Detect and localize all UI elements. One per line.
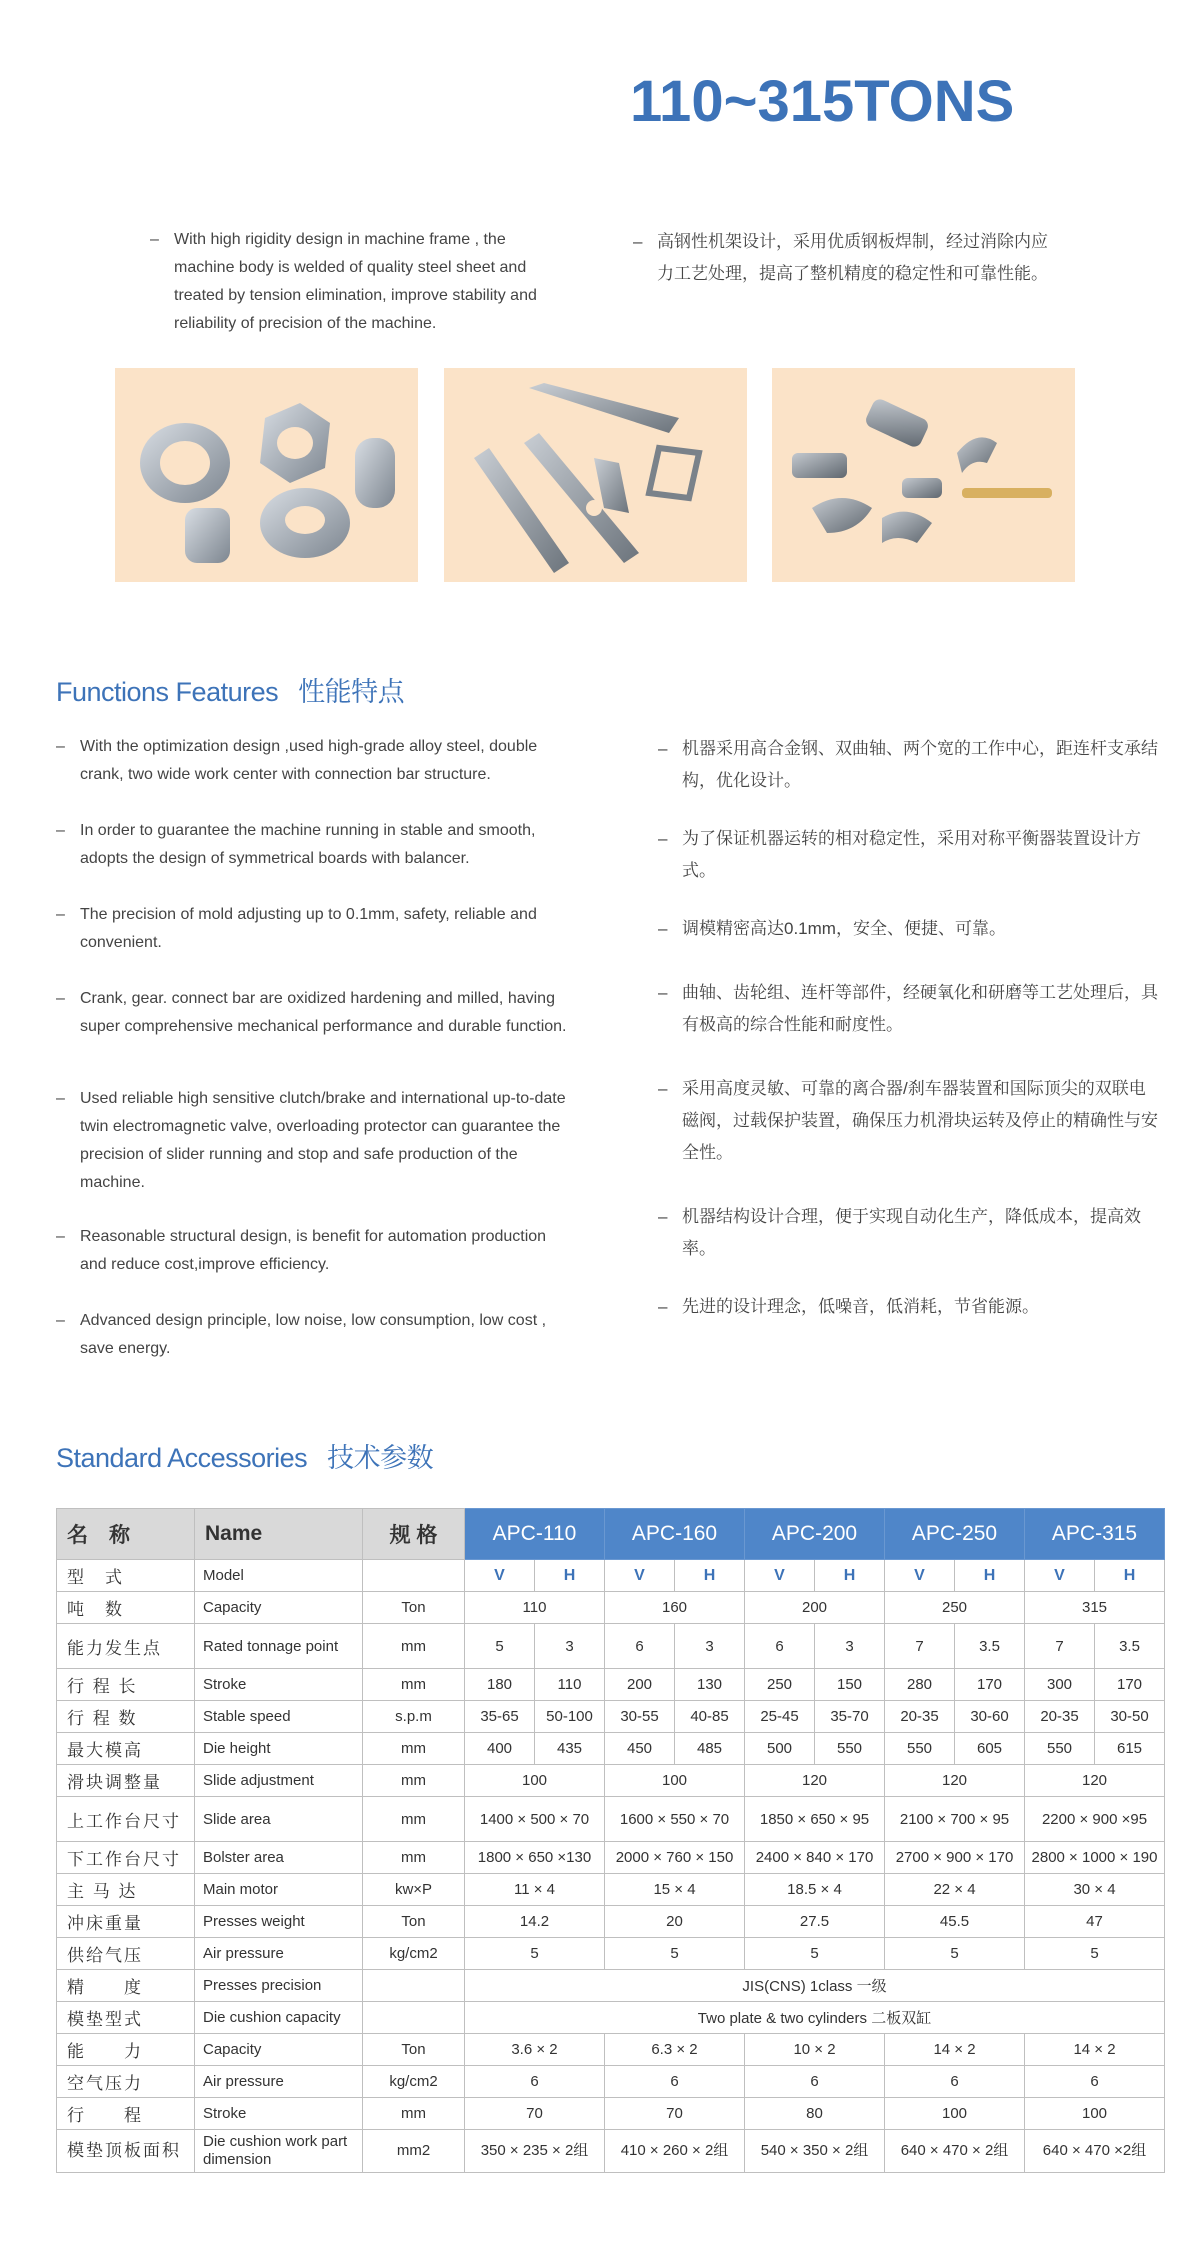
- row-label-cn: 能 力: [57, 2034, 195, 2066]
- table-cell: 7: [1025, 1624, 1095, 1669]
- table-cell: 110: [535, 1669, 605, 1701]
- row-label-en: Air pressure: [195, 2066, 363, 2098]
- row-label-en: Capacity: [195, 1592, 363, 1624]
- table-row: [57, 1624, 1165, 1669]
- functions-title-en: Functions Features: [56, 677, 279, 707]
- table-cell: 435: [535, 1733, 605, 1765]
- table-cell: 10 × 2: [745, 2034, 885, 2066]
- table-cell: 450: [605, 1733, 675, 1765]
- table-row: [57, 2130, 1165, 2173]
- row-label-cn: 冲床重量: [57, 1906, 195, 1938]
- row-unit: [363, 1970, 465, 2002]
- table-cell: 120: [885, 1765, 1025, 1797]
- table-cell: 1800 × 650 ×130: [465, 1842, 605, 1874]
- table-cell: 640 × 470 ×2组: [1025, 2130, 1165, 2173]
- table-cell: 6.3 × 2: [605, 2034, 745, 2066]
- header-name-en: Name: [195, 1509, 363, 1560]
- table-row: [57, 1970, 1165, 2002]
- table-cell: 2200 × 900 ×95: [1025, 1797, 1165, 1842]
- table-cell: 7: [885, 1624, 955, 1669]
- motor-core-parts-photo: [115, 368, 418, 582]
- table-cell: 5: [605, 1938, 745, 1970]
- table-cell: H: [675, 1560, 745, 1592]
- table-cell: 120: [745, 1765, 885, 1797]
- table-cell: 20-35: [1025, 1701, 1095, 1733]
- row-unit: mm: [363, 1624, 465, 1669]
- table-row: [57, 2098, 1165, 2130]
- table-cell: 170: [1095, 1669, 1165, 1701]
- table-row: [57, 1797, 1165, 1842]
- row-label-en: Rated tonnage point: [195, 1624, 363, 1669]
- table-cell: 200: [745, 1592, 885, 1624]
- row-label-en: Die height: [195, 1733, 363, 1765]
- row-label-en: Capacity: [195, 2034, 363, 2066]
- row-unit: mm: [363, 1842, 465, 1874]
- row-label-cn: 最大模高: [57, 1733, 195, 1765]
- table-cell: 350 × 235 × 2组: [465, 2130, 605, 2173]
- table-cell: 3.6 × 2: [465, 2034, 605, 2066]
- table-cell: 315: [1025, 1592, 1165, 1624]
- table-cell: 20-35: [885, 1701, 955, 1733]
- table-cell: 200: [605, 1669, 675, 1701]
- feature-cn-item: – 机器结构设计合理，便于实现自动化生产，降低成本，提高效率。: [658, 1201, 1158, 1291]
- table-cell: 6: [605, 2066, 745, 2098]
- table-cell: 640 × 470 × 2组: [885, 2130, 1025, 2173]
- feature-en-item: – Reasonable structural design, is benefit for automation production and reduce cost,improve efficiency.: [56, 1223, 576, 1307]
- intro-chinese: [633, 226, 1053, 290]
- table-cell: 30-50: [1095, 1701, 1165, 1733]
- table-cell: V: [605, 1560, 675, 1592]
- row-label-cn: 行 程 数: [57, 1701, 195, 1733]
- table-cell: 18.5 × 4: [745, 1874, 885, 1906]
- row-label-en: Presses precision: [195, 1970, 363, 2002]
- table-cell: 100: [885, 2098, 1025, 2130]
- row-label-en: Main motor: [195, 1874, 363, 1906]
- table-cell: 6: [885, 2066, 1025, 2098]
- table-cell: 3.5: [955, 1624, 1025, 1669]
- table-cell: 6: [465, 2066, 605, 2098]
- table-cell: 1400 × 500 × 70: [465, 1797, 605, 1842]
- feature-en-item: – The precision of mold adjusting up to 0.1mm, safety, reliable and convenient.: [56, 901, 576, 985]
- table-cell: H: [815, 1560, 885, 1592]
- table-cell: 6: [605, 1624, 675, 1669]
- table-cell: 47: [1025, 1906, 1165, 1938]
- table-cell: V: [885, 1560, 955, 1592]
- table-row: [57, 1592, 1165, 1624]
- table-cell: 3: [675, 1624, 745, 1669]
- table-cell: 280: [885, 1669, 955, 1701]
- table-cell: 5: [465, 1938, 605, 1970]
- table-row: [57, 1701, 1165, 1733]
- table-cell: 1600 × 550 × 70: [605, 1797, 745, 1842]
- row-unit: mm2: [363, 2130, 465, 2173]
- features-english-list: [56, 733, 576, 1367]
- row-label-cn: 模垫顶板面积: [57, 2130, 195, 2173]
- table-row: [57, 1765, 1165, 1797]
- table-cell: 22 × 4: [885, 1874, 1025, 1906]
- table-cell: 150: [815, 1669, 885, 1701]
- table-cell: 110: [465, 1592, 605, 1624]
- table-cell: V: [465, 1560, 535, 1592]
- table-cell: 6: [745, 1624, 815, 1669]
- row-label-cn: 模垫型式: [57, 2002, 195, 2034]
- table-cell: V: [745, 1560, 815, 1592]
- header-model-apc-110: APC-110: [465, 1509, 605, 1560]
- row-unit: mm: [363, 1765, 465, 1797]
- table-cell: 3: [535, 1624, 605, 1669]
- table-cell: 550: [815, 1733, 885, 1765]
- row-label-cn: 滑块调整量: [57, 1765, 195, 1797]
- row-label-en: Stroke: [195, 2098, 363, 2130]
- table-cell: 5: [1025, 1938, 1165, 1970]
- row-label-cn: 吨 数: [57, 1592, 195, 1624]
- header-model-apc-160: APC-160: [605, 1509, 745, 1560]
- row-unit: [363, 1560, 465, 1592]
- table-cell: 14 × 2: [1025, 2034, 1165, 2066]
- table-cell: 27.5: [745, 1906, 885, 1938]
- table-cell: 605: [955, 1733, 1025, 1765]
- table-cell: V: [1025, 1560, 1095, 1592]
- table-cell: 2400 × 840 × 170: [745, 1842, 885, 1874]
- feature-cn-item: – 为了保证机器运转的相对稳定性，采用对称平衡器装置设计方式。: [658, 823, 1158, 913]
- table-cell: 400: [465, 1733, 535, 1765]
- table-cell: JIS(CNS) 1class 一级: [465, 1970, 1165, 2002]
- table-cell: 15 × 4: [605, 1874, 745, 1906]
- header-model-apc-200: APC-200: [745, 1509, 885, 1560]
- table-cell: 6: [745, 2066, 885, 2098]
- row-unit: mm: [363, 1797, 465, 1842]
- table-cell: 3.5: [1095, 1624, 1165, 1669]
- table-cell: 50-100: [535, 1701, 605, 1733]
- table-cell: H: [1095, 1560, 1165, 1592]
- row-label-cn: 空气压力: [57, 2066, 195, 2098]
- table-cell: 250: [745, 1669, 815, 1701]
- table-cell: 35-65: [465, 1701, 535, 1733]
- table-cell: 250: [885, 1592, 1025, 1624]
- intro-english-item: – With high rigidity design in machine frame , the machine body is welded of quality steel sheet and treated by tension elimination, improve stability and reliability of precision of the machine.: [150, 226, 570, 338]
- row-label-cn: 能力发生点: [57, 1624, 195, 1669]
- table-row: [57, 1733, 1165, 1765]
- table-row: [57, 1938, 1165, 1970]
- row-label-en: Presses weight: [195, 1906, 363, 1938]
- table-cell: 550: [885, 1733, 955, 1765]
- table-cell: 80: [745, 2098, 885, 2130]
- row-label-en: Air pressure: [195, 1938, 363, 1970]
- feature-cn-item: – 机器采用高合金钢、双曲轴、两个宽的工作中心，距连杆支承结构，优化设计。: [658, 733, 1158, 823]
- row-label-cn: 行 程 长: [57, 1669, 195, 1701]
- stamped-plates-image: [444, 368, 747, 582]
- table-cell: 2000 × 760 × 150: [605, 1842, 745, 1874]
- table-cell: 170: [955, 1669, 1025, 1701]
- feature-cn-item: – 采用高度灵敏、可靠的离合器/刹车器装置和国际顶尖的双联电磁阀，过载保护装置，确保压力机滑块运转及停止的精确性与安全性。: [658, 1073, 1158, 1201]
- row-unit: mm: [363, 1669, 465, 1701]
- feature-cn-item: – 调模精密高达0.1mm，安全、便捷、可靠。: [658, 913, 1158, 977]
- feature-en-item: – Crank, gear. connect bar are oxidized hardening and milled, having super comprehensive mechanical performance and durable function.: [56, 985, 576, 1085]
- row-label-cn: 主 马 达: [57, 1874, 195, 1906]
- row-label-en: Stroke: [195, 1669, 363, 1701]
- row-label-en: Stable speed: [195, 1701, 363, 1733]
- table-row: [57, 1874, 1165, 1906]
- table-cell: 14.2: [465, 1906, 605, 1938]
- stamped-plates-photo: [444, 368, 747, 582]
- standard-accessories-heading: [56, 1436, 433, 1475]
- table-row: [57, 1669, 1165, 1701]
- row-label-cn: 供给气压: [57, 1938, 195, 1970]
- feature-en-item: – In order to guarantee the machine running in stable and smooth, adopts the design of symmetrical boards with balancer.: [56, 817, 576, 901]
- table-cell: 14 × 2: [885, 2034, 1025, 2066]
- table-cell: H: [535, 1560, 605, 1592]
- accessories-title-en: Standard Accessories: [56, 1443, 308, 1473]
- table-cell: 35-70: [815, 1701, 885, 1733]
- table-cell: 130: [675, 1669, 745, 1701]
- table-cell: 300: [1025, 1669, 1095, 1701]
- table-cell: 40-85: [675, 1701, 745, 1733]
- table-cell: 100: [605, 1765, 745, 1797]
- row-unit: Ton: [363, 1592, 465, 1624]
- motor-core-parts-image: [115, 368, 418, 582]
- row-unit: Ton: [363, 1906, 465, 1938]
- row-unit: kg/cm2: [363, 2066, 465, 2098]
- feature-en-item: – Used reliable high sensitive clutch/brake and international up-to-date twin electromagnetic valve, overloading protector can guarantee the precision of slider running and stop and safe production of the machine.: [56, 1085, 576, 1223]
- table-cell: 30 × 4: [1025, 1874, 1165, 1906]
- row-label-cn: 上工作台尺寸: [57, 1797, 195, 1842]
- row-label-en: Slide area: [195, 1797, 363, 1842]
- functions-title-cn: 性能特点: [298, 677, 405, 707]
- table-cell: 70: [465, 2098, 605, 2130]
- table-cell: 180: [465, 1669, 535, 1701]
- features-chinese-list: [658, 733, 1158, 1331]
- intro-chinese-item: – 高钢性机架设计，采用优质钢板焊制，经过消除内应力工艺处理，提高了整机精度的稳定性和可靠性能。: [633, 226, 1053, 290]
- table-cell: H: [955, 1560, 1025, 1592]
- table-cell: 5: [885, 1938, 1025, 1970]
- feature-en-item: – With the optimization design ,used high-grade alloy steel, double crank, two wide work center with connection bar structure.: [56, 733, 576, 817]
- feature-cn-item: – 曲轴、齿轮组、连杆等部件，经硬氧化和研磨等工艺处理后，具有极高的综合性能和耐度性。: [658, 977, 1158, 1073]
- table-cell: 100: [465, 1765, 605, 1797]
- table-row: [57, 2066, 1165, 2098]
- row-unit: s.p.m: [363, 1701, 465, 1733]
- table-cell: 1850 × 650 × 95: [745, 1797, 885, 1842]
- row-label-cn: 行 程: [57, 2098, 195, 2130]
- header-name-cn: 名 称: [57, 1509, 195, 1560]
- row-unit: kg/cm2: [363, 1938, 465, 1970]
- header-model-apc-315: APC-315: [1025, 1509, 1165, 1560]
- table-cell: 5: [745, 1938, 885, 1970]
- table-cell: 160: [605, 1592, 745, 1624]
- table-cell: 410 × 260 × 2组: [605, 2130, 745, 2173]
- table-row: [57, 2034, 1165, 2066]
- row-unit: mm: [363, 1733, 465, 1765]
- table-header-row: [57, 1509, 1165, 1560]
- row-unit: [363, 2002, 465, 2034]
- row-label-cn: 型 式: [57, 1560, 195, 1592]
- table-cell: 2100 × 700 × 95: [885, 1797, 1025, 1842]
- table-cell: 100: [1025, 2098, 1165, 2130]
- feature-en-item: – Advanced design principle, low noise, low consumption, low cost , save energy.: [56, 1307, 576, 1367]
- header-spec: 规 格: [363, 1509, 465, 1560]
- table-cell: 3: [815, 1624, 885, 1669]
- table-cell: 120: [1025, 1765, 1165, 1797]
- table-cell: 30-55: [605, 1701, 675, 1733]
- table-cell: 550: [1025, 1733, 1095, 1765]
- table-cell: 6: [1025, 2066, 1165, 2098]
- table-cell: 485: [675, 1733, 745, 1765]
- table-cell: 615: [1095, 1733, 1165, 1765]
- table-cell: 500: [745, 1733, 815, 1765]
- row-label-en: Bolster area: [195, 1842, 363, 1874]
- table-cell: 2700 × 900 × 170: [885, 1842, 1025, 1874]
- row-unit: Ton: [363, 2034, 465, 2066]
- table-cell: 30-60: [955, 1701, 1025, 1733]
- table-cell: 70: [605, 2098, 745, 2130]
- row-label-en: Model: [195, 1560, 363, 1592]
- table-cell: Two plate & two cylinders 二板双缸: [465, 2002, 1165, 2034]
- table-row: [57, 1906, 1165, 1938]
- intro-english: [150, 226, 570, 338]
- table-cell: 2800 × 1000 × 190: [1025, 1842, 1165, 1874]
- table-cell: 20: [605, 1906, 745, 1938]
- table-row: [57, 1560, 1165, 1592]
- hinge-parts-image: [772, 368, 1075, 582]
- row-label-cn: 精 度: [57, 1970, 195, 2002]
- page-title: 110~315TONS: [630, 69, 1015, 134]
- hinge-parts-photo: [772, 368, 1075, 582]
- header-model-apc-250: APC-250: [885, 1509, 1025, 1560]
- table-cell: 5: [465, 1624, 535, 1669]
- table-row: [57, 2002, 1165, 2034]
- row-unit: mm: [363, 2098, 465, 2130]
- table-cell: 25-45: [745, 1701, 815, 1733]
- spec-table: [56, 1508, 1165, 2173]
- table-cell: 11 × 4: [465, 1874, 605, 1906]
- row-unit: kw×P: [363, 1874, 465, 1906]
- accessories-title-cn: 技术参数: [327, 1443, 434, 1473]
- row-label-en: Die cushion work part dimension: [195, 2130, 363, 2173]
- row-label-en: Slide adjustment: [195, 1765, 363, 1797]
- table-row: [57, 1842, 1165, 1874]
- feature-cn-item: – 先进的设计理念，低噪音，低消耗，节省能源。: [658, 1291, 1158, 1331]
- table-cell: 45.5: [885, 1906, 1025, 1938]
- row-label-en: Die cushion capacity: [195, 2002, 363, 2034]
- row-label-cn: 下工作台尺寸: [57, 1842, 195, 1874]
- functions-features-heading: [56, 670, 404, 709]
- table-cell: 540 × 350 × 2组: [745, 2130, 885, 2173]
